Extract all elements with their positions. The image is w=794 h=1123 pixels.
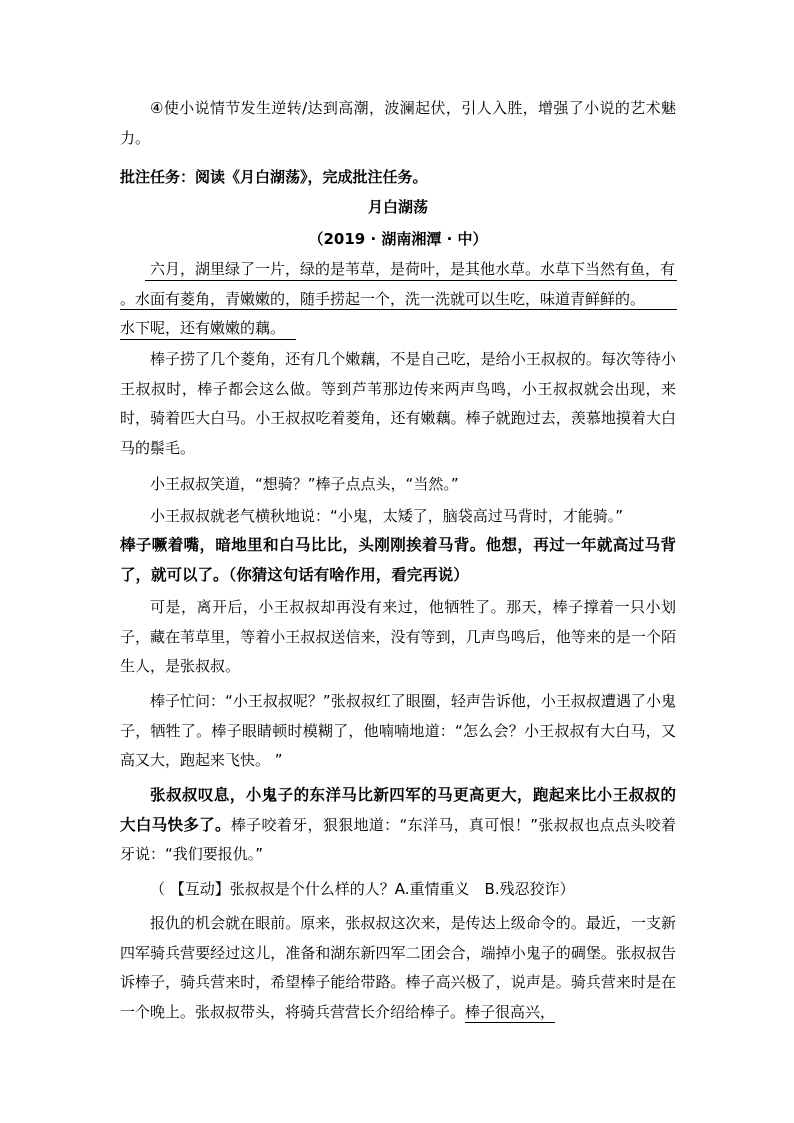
paragraph-1-line-3: 水下呢，还有嫩嫩的藕。 — [120, 319, 286, 337]
paragraph-2: 棒子捞了几个菱角，还有几个嫩藕，不是自己吃，是给小王叔叔的。每次等待小王叔叔时，棒子都会这么做。等到芦苇那边传来两声鸟鸣，小王叔叔就会出现，来时，骑着匹大白马。小王叔叔吃着菱角，还有嫩藕。棒子就跑过去，羡慕地摸着大白马的鬃毛。 — [120, 350, 676, 457]
paragraph-5-bold: 棒子噘着嘴，暗地里和白马比比，头刚刚挨着马背。他想，再过一年就高过马背了，就可以了。（你猜这句话有啥作用，看完再说） — [120, 536, 676, 584]
paragraph-10-text: 报仇的机会就在眼前。原来，张叔叔这次来，是传达上级命令的。最近，一支新四军骑兵营要经过这儿，准备和湖东新四军二团会合，端掉小鬼子的碉堡。张叔叔告诉棒子，骑兵营来时，希望棒子能给带路。棒子高兴极了，说声是。骑兵营来时是在一个晚上。张叔叔带头，将骑兵营营长介绍给棒子。 — [120, 914, 676, 1021]
task-heading: 批注任务：阅读《月白湖荡》，完成批注任务。 — [120, 168, 428, 186]
underline-1 — [145, 280, 677, 281]
paragraph-3: 小王叔叔笑道，“想骑？”棒子点点头，“当然。” — [150, 475, 459, 493]
paragraph-6: 可是，离开后，小王叔叔却再没有来过，他牺牲了。那天，棒子撑着一只小划子，藏在苇草里，等着小王叔叔送信来，没有等到，几声鸟鸣后，他等来的是一个陌生人，是张叔叔。 — [120, 598, 676, 675]
interaction-question: （ 【互动】张叔叔是个什么样的人？A.重情重义 B.残忍狡诈） — [150, 880, 575, 898]
paragraph-1-line-1: 六月，湖里绿了一片，绿的是苇草，是荷叶，是其他水草。水草下当然有鱼，有 — [150, 260, 676, 278]
paragraph-8 — [120, 781, 676, 870]
paragraph-4: 小王叔叔就老气横秋地说：“小鬼，太矮了，脑袋高过马背时，才能骑。” — [150, 507, 624, 525]
paragraph-10-underlined: 棒子很高兴， — [465, 1002, 556, 1021]
underline-3 — [120, 339, 296, 340]
underline-2 — [120, 309, 677, 310]
paragraph-7: 棒子忙问：“小王叔叔呢？”张叔叔红了眼圈，轻声告诉他，小王叔叔遭遇了小鬼子，牺牲了。棒子眼睛顿时模糊了，他喃喃地道：“怎么会？小王叔叔有大白马，又高又大，跑起来飞快。 ” — [120, 692, 676, 769]
paragraph-1-line-2: 。水面有菱角，青嫩嫩的，随手捞起一个，洗一洗就可以生吃，味道青鲜鲜的。 — [120, 290, 646, 308]
paragraph-8-bold: 张叔叔叹息，小鬼子的东洋马比新四军的马更高更大，跑起来比小王叔叔的大白马快多了。 — [120, 786, 676, 834]
paragraph-8-rest: 棒子咬着牙，狠狠地道：“东洋马，真可恨！”张叔叔也点点头咬着牙说：“我们要报仇。” — [120, 815, 676, 863]
story-source: （2019 · 湖南湘潭 · 中） — [308, 230, 488, 248]
intro-paragraph: ④使小说情节发生逆转/达到高潮，波澜起伏，引人入胜，增强了小说的艺术魅力。 — [120, 99, 676, 147]
story-title: 月白湖荡 — [367, 198, 428, 216]
paragraph-10 — [120, 909, 676, 1027]
